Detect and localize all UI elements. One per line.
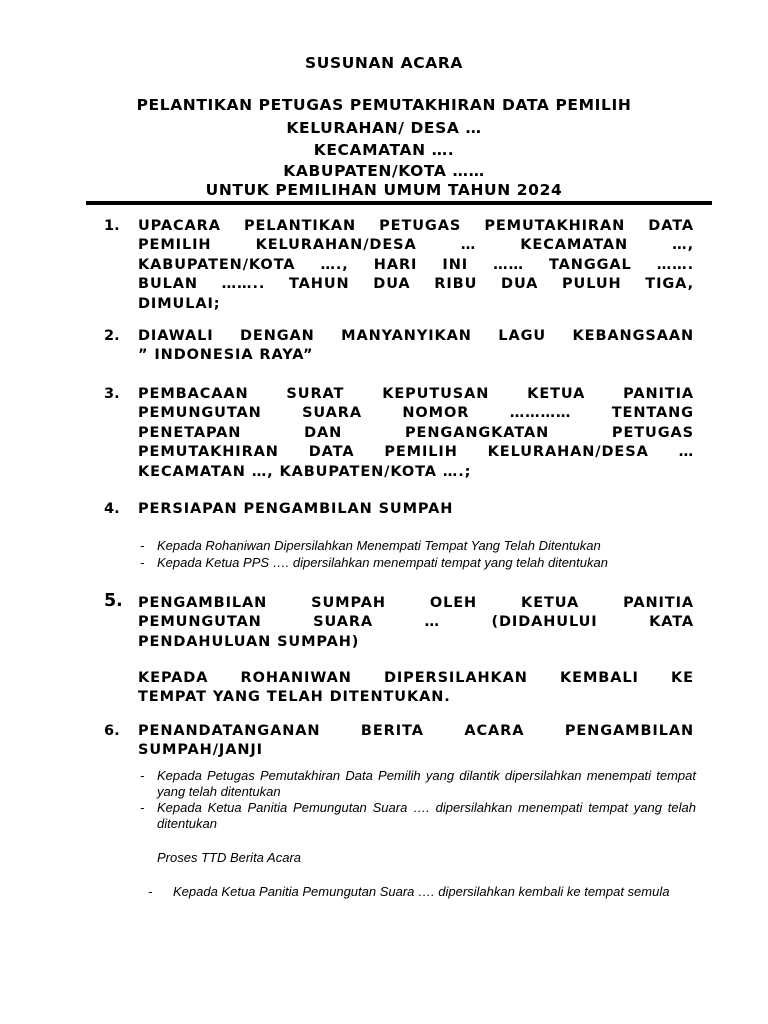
item-number: 3. (104, 386, 120, 402)
sub-bullet-text: Kepada Petugas Pemutakhiran Data Pemilih yang dilantik dipersilahkan menempati tempat yang telah ditentukan (157, 768, 696, 799)
item-extra-line: TEMPAT YANG TELAH DITENTUKAN. (138, 689, 451, 706)
item-text-line: PENGAMBILAN SUMPAH OLEH KETUA PANITIA (138, 595, 694, 611)
bullet-dash: - (140, 800, 145, 815)
sub-bullet (140, 768, 696, 799)
item-text-line: SUMPAH/JANJI (138, 742, 263, 759)
item-text-line: BULAN …….. TAHUN DUA RIBU DUA PULUH TIGA, (138, 276, 694, 293)
header-line: UNTUK PEMILIHAN UMUM TAHUN 2024 (205, 181, 563, 199)
sub-bullet (140, 800, 696, 831)
item-text-line: UPACARA PELANTIKAN PETUGAS PEMUTAKHIRAN DATA (138, 218, 694, 234)
item-text-line: DIMULAI; (138, 295, 221, 312)
bullet-dash: - (148, 884, 153, 899)
item-text-line: PEMILIH KELURAHAN/DESA … KECAMATAN …, (138, 237, 694, 254)
item-text-line: KABUPATEN/KOTA …., HARI INI …… TANGGAL ……. (138, 256, 694, 273)
sub-bullet (140, 555, 696, 571)
item-text-line: PEMUNGUTAN SUARA NOMOR ………… TENTANG (138, 405, 694, 422)
header-line: KABUPATEN/KOTA …… (283, 162, 485, 180)
header-line: PELANTIKAN PETUGAS PEMUTAKHIRAN DATA PEMILIH (136, 96, 632, 114)
sub-bullet-text: Kepada Ketua Panitia Pemungutan Suara …. dipersilahkan menempati tempat yang telah ditentukan (157, 800, 696, 831)
item-number: 1. (104, 218, 120, 234)
item-text-line: PENANDATANGANAN BERITA ACARA PENGAMBILAN (138, 723, 694, 739)
item-text-line: ” INDONESIA RAYA” (138, 347, 314, 364)
item-text-line: PEMUTAKHIRAN DATA PEMILIH KELURAHAN/DESA … (138, 444, 694, 461)
item-text-line: PERSIAPAN PENGAMBILAN SUMPAH (138, 501, 454, 517)
item-extra-line: KEPADA ROHANIWAN DIPERSILAHKAN KEMBALI KE (138, 670, 694, 686)
sub-bullet-text: Kepada Ketua PPS …. dipersilahkan menempati tempat yang telah ditentukan (157, 555, 608, 570)
sub-bullet (148, 884, 696, 900)
bullet-dash: - (140, 555, 145, 570)
sub-bullet (140, 538, 696, 554)
item-text-line: PENETAPAN DAN PENGANGKATAN PETUGAS (138, 424, 694, 441)
item-number: 5. (104, 591, 123, 611)
document-title: SUSUNAN ACARA (305, 54, 463, 72)
item-text-line: PENDAHULUAN SUMPAH) (138, 633, 360, 650)
process-note: Proses TTD Berita Acara (157, 850, 302, 865)
header-line: KELURAHAN/ DESA … (286, 119, 482, 137)
bullet-dash: - (140, 768, 145, 783)
item-number: 6. (104, 723, 120, 739)
item-number: 2. (104, 328, 120, 344)
header-divider (86, 201, 712, 205)
item-text-line: PEMBACAAN SURAT KEPUTUSAN KETUA PANITIA (138, 386, 694, 402)
item-text-line: KECAMATAN …, KABUPATEN/KOTA ….; (138, 463, 472, 480)
sub-bullet-text: Kepada Ketua Panitia Pemungutan Suara …. dipersilahkan kembali ke tempat semula (173, 884, 670, 899)
header-line: KECAMATAN …. (313, 141, 455, 159)
bullet-dash: - (140, 538, 145, 553)
item-text-line: DIAWALI DENGAN MANYANYIKAN LAGU KEBANGSAAN (138, 328, 694, 344)
item-number: 4. (104, 501, 120, 517)
sub-bullet-text: Kepada Rohaniwan Dipersilahkan Menempati Tempat Yang Telah Ditentukan (157, 538, 601, 553)
item-text-line: PEMUNGUTAN SUARA … (DIDAHULUI KATA (138, 614, 694, 631)
